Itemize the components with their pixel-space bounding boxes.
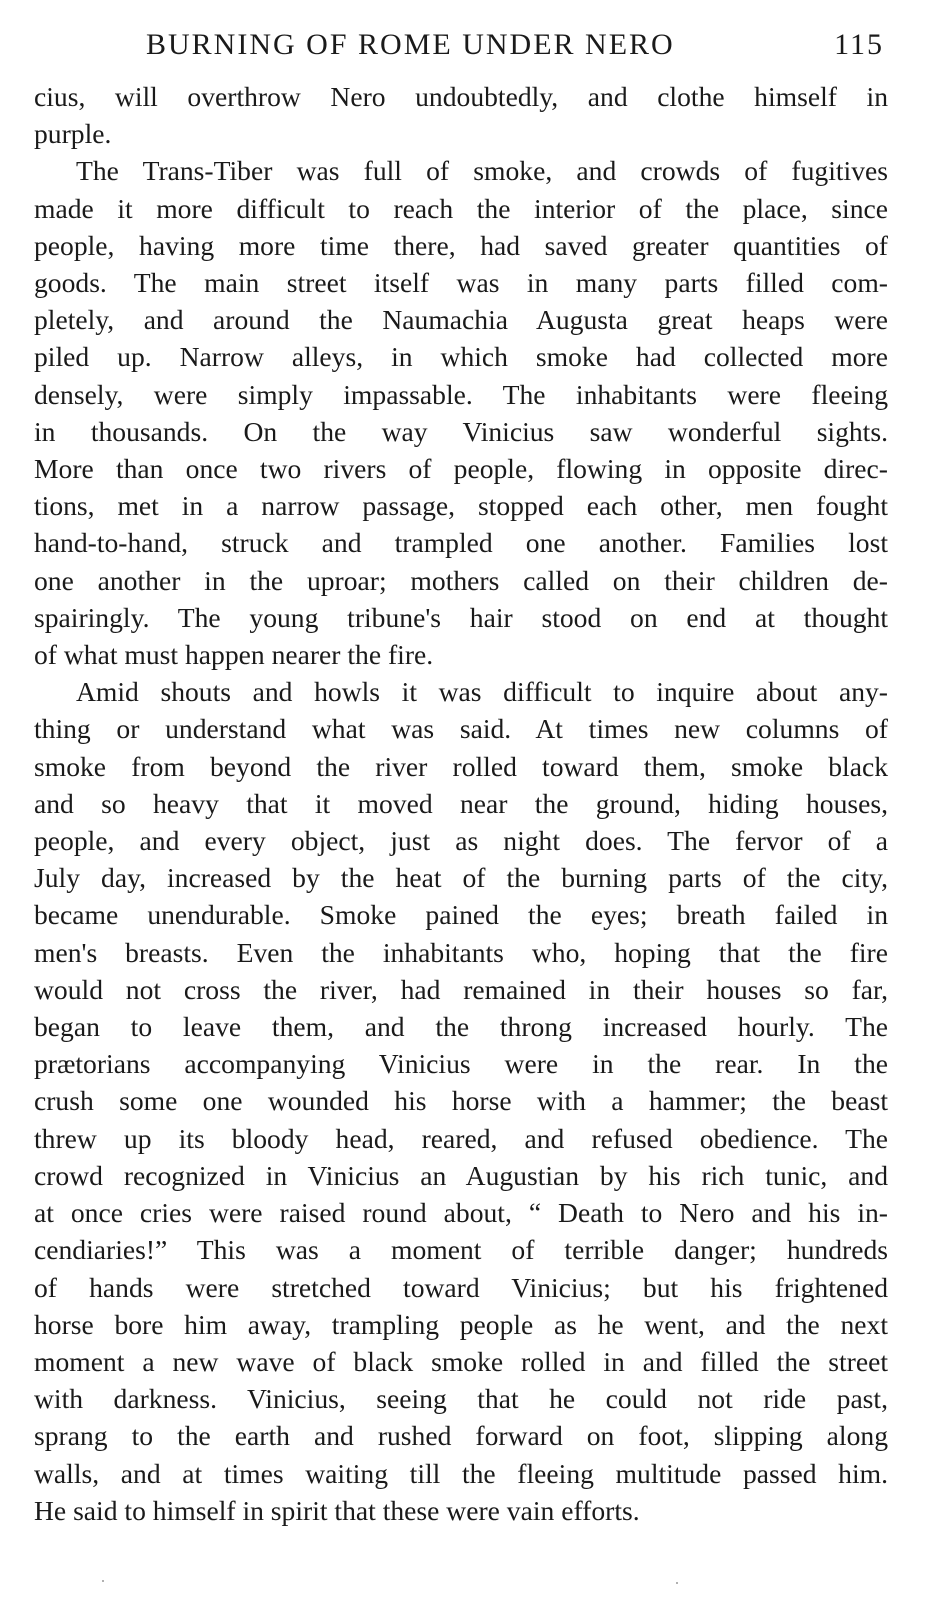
text-line: sprang to the earth and rushed forward on foot, slipping along — [34, 1420, 888, 1452]
text-line: The Trans-Tiber was full of smoke, and crowds of fugitives — [76, 155, 888, 187]
paragraph — [34, 673, 888, 1529]
text-line: purple. — [34, 118, 112, 150]
text-line: men's breasts. Even the inhabitants who, hoping that the fire — [34, 936, 888, 968]
text-line: cius, will overthrow Nero undoubtedly, and clothe himself in — [34, 81, 888, 112]
text-line: horse bore him away, trampling people as he went, and the next — [34, 1308, 888, 1340]
text-line: He said to himself in spirit that these were vain efforts. — [34, 1494, 640, 1526]
text-line: one another in the uproar; mothers called on their children de- — [34, 564, 888, 596]
text-line: densely, were simply impassable. The inhabitants were fleeing — [34, 378, 888, 410]
text-line: people, and every object, just as night does. The fervor of a — [34, 825, 888, 857]
text-line: goods. The main street itself was in many parts filled com- — [34, 267, 888, 299]
running-title: BURNING OF ROME UNDER NERO — [146, 28, 675, 61]
text-line: of what must happen nearer the fire. — [34, 639, 434, 671]
paper-speck — [676, 1582, 678, 1584]
text-line: spairingly. The young tribune's hair stood on end at thought — [34, 601, 888, 633]
text-line: became unendurable. Smoke pained the eyes; breath failed in — [34, 899, 888, 931]
paragraph — [34, 78, 888, 152]
text-line: July day, increased by the heat of the burning parts of the city, — [34, 862, 888, 894]
text-line: and so heavy that it moved near the ground, hiding houses, — [34, 787, 888, 819]
text-line: began to leave them, and the throng increased hourly. The — [34, 1011, 888, 1043]
text-line: tions, met in a narrow passage, stopped each other, men fought — [34, 490, 888, 522]
text-line: made it more difficult to reach the interior of the place, since — [34, 192, 888, 224]
text-line: crowd recognized in Vinicius an Augustian by his rich tunic, and — [34, 1159, 888, 1191]
text-line: would not cross the river, had remained in their houses so far, — [34, 973, 888, 1005]
page-number: 115 — [834, 28, 884, 61]
text-line: walls, and at times waiting till the fleeing multitude passed him. — [34, 1457, 888, 1489]
text-line: prætorians accompanying Vinicius were in the rear. In the — [34, 1048, 888, 1080]
text-line: piled up. Narrow alleys, in which smoke had collected more — [34, 341, 888, 373]
text-line: of hands were stretched toward Vinicius; but his frightened — [34, 1271, 888, 1303]
text-line: people, having more time there, had saved greater quantities of — [34, 229, 888, 261]
text-line: thing or understand what was said. At times new columns of — [34, 713, 888, 745]
text-line: moment a new wave of black smoke rolled in and filled the street — [34, 1345, 888, 1377]
text-line: pletely, and around the Naumachia Augusta great heaps were — [34, 304, 888, 336]
text-line: Amid shouts and howls it was difficult to inquire about any- — [76, 676, 888, 708]
paragraph — [34, 152, 888, 673]
text-line: cendiaries!” This was a moment of terrible danger; hundreds — [34, 1234, 888, 1266]
text-line: at once cries were raised round about, “ Death to Nero and his in- — [34, 1197, 888, 1229]
text-line: smoke from beyond the river rolled toward them, smoke black — [34, 750, 888, 782]
text-line: threw up its bloody head, reared, and refused obedience. The — [34, 1122, 888, 1154]
text-line: crush some one wounded his horse with a hammer; the beast — [34, 1085, 888, 1117]
paper-speck — [102, 1580, 104, 1582]
text-line: with darkness. Vinicius, seeing that he could not ride past, — [34, 1383, 888, 1415]
running-head — [34, 22, 888, 78]
text-line: hand-to-hand, struck and trampled one another. Families lost — [34, 527, 888, 559]
text-line: in thousands. On the way Vinicius saw wonderful sights. — [34, 415, 888, 447]
book-page — [34, 22, 888, 1529]
text-line: More than once two rivers of people, flowing in opposite direc- — [34, 453, 888, 485]
